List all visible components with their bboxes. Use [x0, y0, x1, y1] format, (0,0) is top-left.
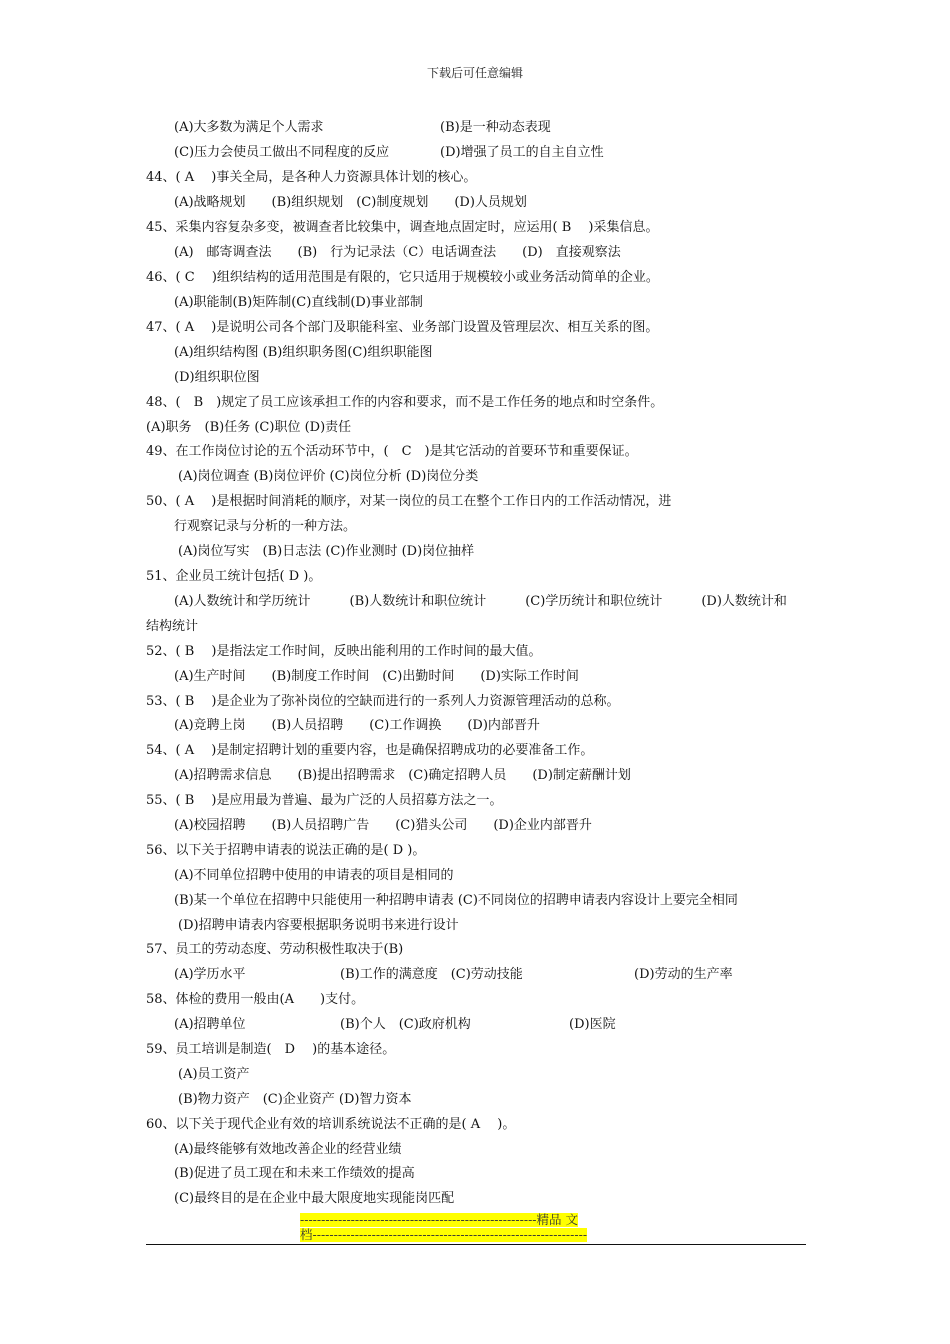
text-line: (D)招聘申请表内容要根据职务说明书来进行设计: [178, 918, 459, 933]
text-line: (A)学历水平: [174, 967, 246, 982]
text-line: 44、( A )事关全局，是各种人力资源具体计划的核心。: [146, 170, 477, 185]
text-line: (A) 邮寄调查法 (B) 行为记录法（C）电话调查法 (D) 直接观察法: [174, 245, 621, 260]
page-header: 下载后可任意编辑: [426, 66, 523, 80]
text-line: (A)岗位写实 (B)日志法 (C)作业测时 (D)岗位抽样: [178, 544, 475, 559]
text-line: 51、企业员工统计包括( D )。: [146, 569, 322, 584]
text-line: (A)竞聘上岗 (B)人员招聘 (C)工作调换 (D)内部晋升: [174, 718, 540, 733]
text-line: (C)压力会使员工做出不同程度的反应: [174, 145, 390, 160]
text-line: (A)大多数为满足个人需求: [174, 120, 324, 135]
text-line: (C)最终目的是在企业中最大限度地实现能岗匹配: [174, 1191, 455, 1206]
text-line: 52、( B )是指法定工作时间，反映出能利用的工作时间的最大值。: [146, 644, 542, 659]
text-line: (A)招聘单位: [174, 1017, 246, 1032]
text-line: (A)生产时间 (B)制度工作时间 (C)出勤时间 (D)实际工作时间: [174, 669, 579, 684]
text-line: (A)组织结构图 (B)组织职务图(C)组织职能图: [174, 345, 433, 360]
text-line: 60、以下关于现代企业有效的培训系统说法不正确的是( A )。: [146, 1117, 516, 1132]
text-line: 58、体检的费用一般由(A )支付。: [146, 992, 365, 1007]
text-line: 54、( A )是制定招聘计划的重要内容，也是确保招聘成功的必要准备工作。: [146, 743, 594, 758]
text-line: 50、( A )是根据时间消耗的顺序，对某一岗位的员工在整个工作日内的工作活动情况，进: [146, 494, 672, 509]
text-line: (A)人数统计和学历统计 (B)人数统计和职位统计 (C)学历统计和职位统计 (D)人数统计和: [174, 594, 787, 609]
text-line: 48、( B )规定了员工应该承担工作的内容和要求，而不是工作任务的地点和时空条件。: [146, 395, 664, 410]
text-line: 53、( B )是企业为了弥补岗位的空缺而进行的一系列人力资源管理活动的总称。: [146, 694, 620, 709]
text-line: 57、员工的劳动态度、劳动积极性取决于(B): [146, 942, 404, 957]
text-line: (B)促进了员工现在和未来工作绩效的提高: [174, 1166, 415, 1181]
text-line: (B)某一个单位在招聘中只能使用一种招聘申请表 (C)不同岗位的招聘申请表内容设计上要完全相同: [174, 893, 738, 908]
text-line: (D)医院: [569, 1017, 616, 1032]
text-line: (A)校园招聘 (B)人员招聘广告 (C)猎头公司 (D)企业内部晋升: [174, 818, 592, 833]
text-line: 47、( A )是说明公司各个部门及职能科室、业务部门设置及管理层次、相互关系的图。: [146, 320, 659, 335]
text-line: 55、( B )是应用最为普遍、最为广泛的人员招募方法之一。: [146, 793, 503, 808]
text-line: (A)员工资产: [178, 1067, 250, 1082]
text-line: (D)组织职位图: [174, 370, 260, 385]
text-line: (A)职务 (B)任务 (C)职位 (D)责任: [146, 420, 352, 435]
text-line: (A)职能制(B)矩阵制(C)直线制(D)事业部制: [174, 295, 423, 310]
text-line: (D)劳动的生产率: [634, 967, 733, 982]
text-line: (B)个人 (C)政府机构: [340, 1017, 471, 1032]
text-line: (A)不同单位招聘中使用的申请表的项目是相同的: [174, 868, 454, 883]
text-line: 59、员工培训是制造( D )的基本途径。: [146, 1042, 396, 1057]
text-line: (D)增强了员工的自主自立性: [440, 145, 604, 160]
text-line: 56、以下关于招聘申请表的说法正确的是( D )。: [146, 843, 426, 858]
text-line: 45、采集内容复杂多变，被调查者比较集中，调查地点固定时，应运用( B )采集信息。: [146, 220, 659, 235]
text-line: (A)岗位调查 (B)岗位评价 (C)岗位分析 (D)岗位分类: [178, 469, 479, 484]
text-line: (A)最终能够有效地改善企业的经营业绩: [174, 1142, 402, 1157]
text-line: (B)是一种动态表现: [440, 120, 551, 135]
text-line: 结构统计: [146, 619, 199, 634]
text-line: 49、在工作岗位讨论的五个活动环节中，( C )是其它活动的首要环节和重要保证。: [146, 444, 638, 459]
text-line: (B)物力资产 (C)企业资产 (D)智力资本: [178, 1092, 412, 1107]
footer-band-line2: 档-----------------------------------------------------------------: [300, 1227, 588, 1242]
text-line: (B)工作的满意度 (C)劳动技能: [340, 967, 523, 982]
text-line: 行观察记录与分析的一种方法。: [174, 519, 357, 534]
text-line: (A)招聘需求信息 (B)提出招聘需求 (C)确定招聘人员 (D)制定薪酬计划: [174, 768, 631, 783]
text-line: (A)战略规划 (B)组织规划 (C)制度规划 (D)人员规划: [174, 195, 527, 210]
footer-band-line1: --------------------------------------------------------精品 文: [300, 1212, 578, 1227]
text-line: 46、( C )组织结构的适用范围是有限的，它只适用于规模较小或业务活动简单的企业。: [146, 270, 659, 285]
footer-rule: [146, 1244, 806, 1245]
